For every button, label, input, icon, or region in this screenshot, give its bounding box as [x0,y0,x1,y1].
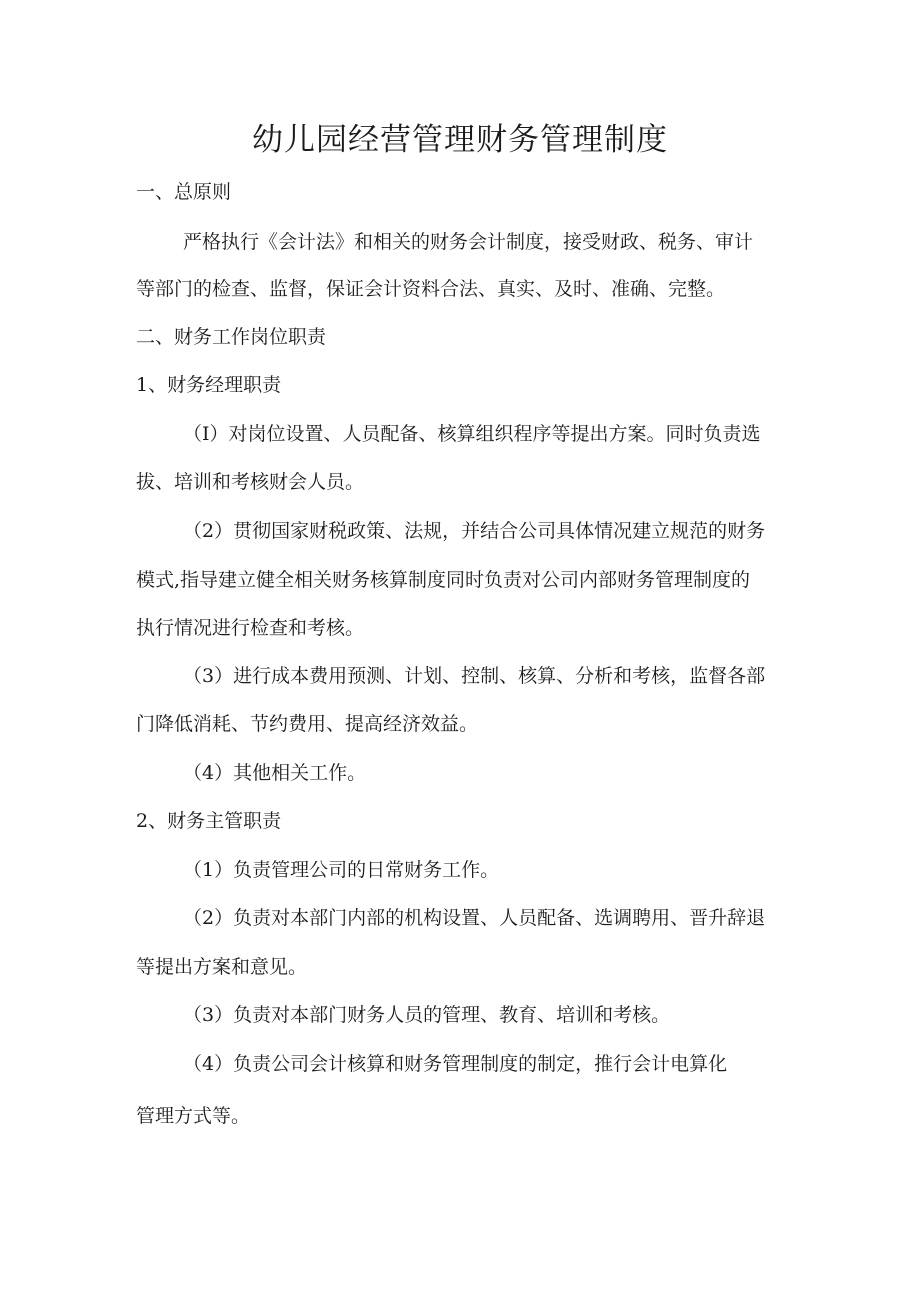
paragraph-line: 管理方式等。 [136,1105,251,1127]
paragraph-line: 等部门的检查、监督，保证会计资料合法、真实、及时、准确、完整。 [136,278,726,300]
paragraph-line: （3）进行成本费用预测、计划、控制、核算、分析和考核，监督各部 [183,665,766,687]
paragraph-line: （4）其他相关工作。 [183,762,367,784]
section-heading-job-duties: 二、财务工作岗位职责 [136,326,327,348]
document-title: 幼儿园经营管理财务管理制度 [252,122,668,158]
section-heading-general-principles: 一、总原则 [136,181,232,203]
paragraph-line: （3）负责对本部门财务人员的管理、教育、培训和考核。 [183,1004,671,1026]
paragraph-line: 拔、培训和考核财会人员。 [136,471,365,493]
paragraph-line: （2）贯彻国家财税政策、法规，并结合公司具体情况建立规范的财务 [183,520,766,542]
subsection-heading-finance-supervisor: 2、财务主管职责 [136,810,282,832]
paragraph-line: 等提出方案和意见。 [136,956,308,978]
subsection-heading-finance-manager: 1、财务经理职责 [136,374,282,396]
paragraph-line: 执行情况进行检查和考核。 [136,617,365,639]
paragraph-line: 模式,指导建立健全相关财务核算制度同时负责对公司内部财务管理制度的 [136,569,751,591]
paragraph-line: 门降低消耗、节约费用、提高经济效益。 [136,713,479,735]
paragraph-line: （I）对岗位设置、人员配备、核算组织程序等提出方案。同时负责选 [183,423,761,445]
paragraph-line: （1）负责管理公司的日常财务工作。 [183,859,500,881]
paragraph-line: （2）负责对本部门内部的机构设置、人员配备、选调聘用、晋升辞退 [183,907,766,929]
paragraph-line: （4）负责公司会计核算和财务管理制度的制定，推行会计电算化 [183,1053,728,1075]
paragraph-line: 严格执行《会计法》和相关的财务会计制度，接受财政、税务、审计 [183,231,754,253]
